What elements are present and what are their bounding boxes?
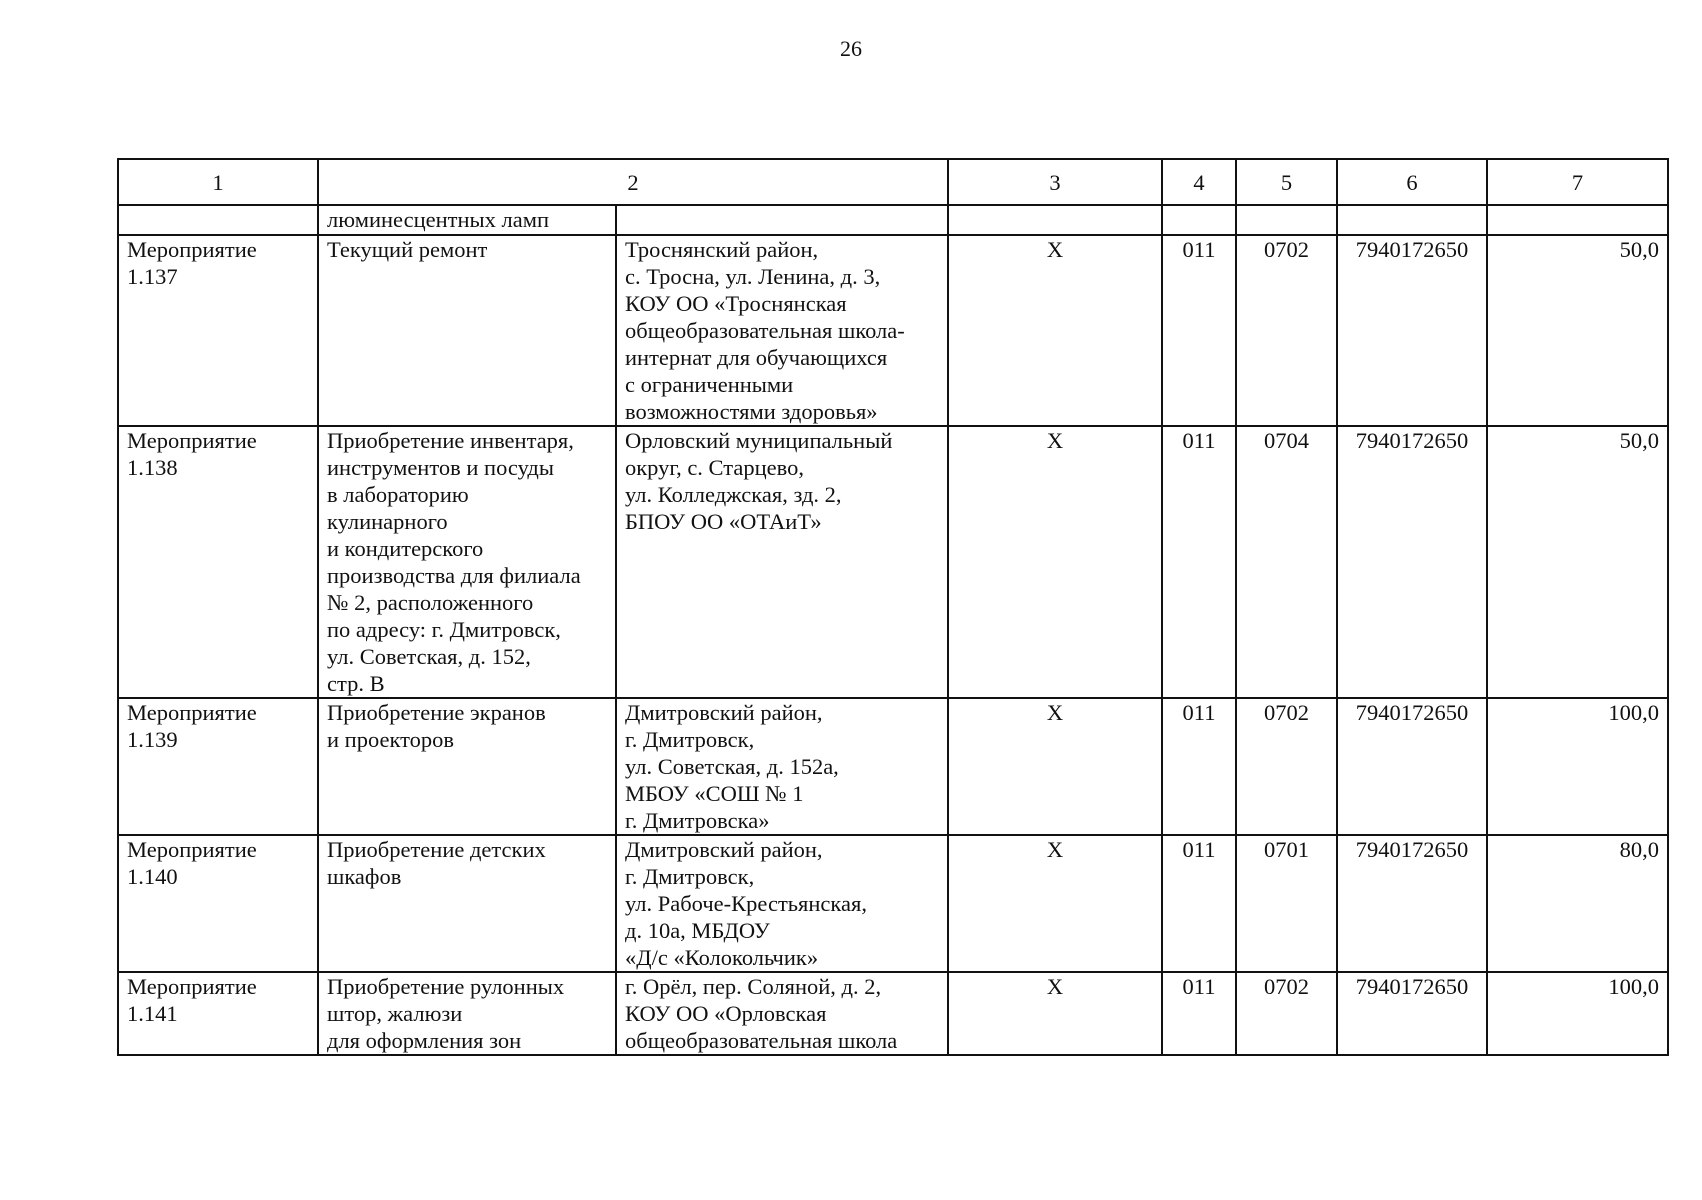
- header-col-3: 3: [948, 159, 1162, 205]
- text-line: общеобразовательная школа: [625, 1028, 898, 1053]
- text-line: г. Дмитровска»: [625, 808, 770, 833]
- table-row: [118, 835, 1668, 972]
- col5-cell: 0701: [1236, 835, 1337, 972]
- col5-cell: 0702: [1236, 235, 1337, 426]
- text-line: ул. Советская, д. 152а,: [625, 754, 839, 779]
- table-row: [118, 698, 1668, 835]
- text-line: по адресу: г. Дмитровск,: [327, 617, 561, 642]
- text-line: Мероприятие: [127, 700, 257, 725]
- id-cell: [118, 426, 318, 698]
- cont-address-cell: [616, 205, 948, 235]
- cont-col7-cell: [1487, 205, 1668, 235]
- text-line: и кондитерского: [327, 536, 484, 561]
- text-line: штор, жалюзи: [327, 1001, 463, 1026]
- text-line: Мероприятие: [127, 974, 257, 999]
- col7-cell: 100,0: [1487, 698, 1668, 835]
- text-line: ул. Колледжская, зд. 2,: [625, 482, 842, 507]
- name-cell: [318, 426, 616, 698]
- text-line: возможностями здоровья»: [625, 399, 878, 424]
- text-line: КОУ ОО «Троснянская: [625, 291, 847, 316]
- name-cell: [318, 235, 616, 426]
- header-col-4: 4: [1162, 159, 1236, 205]
- text-line: 1.138: [127, 455, 178, 480]
- text-line: № 2, расположенного: [327, 590, 534, 615]
- text-line: Троснянский район,: [625, 237, 819, 262]
- table-row: [118, 972, 1668, 1055]
- cont-col3-cell: [948, 205, 1162, 235]
- col5-cell: 0702: [1236, 698, 1337, 835]
- text-line: интернат для обучающихся: [625, 345, 888, 370]
- text-line: для оформления зон: [327, 1028, 522, 1053]
- text-line: БПОУ ОО «ОТАиТ»: [625, 509, 822, 534]
- text-line: Мероприятие: [127, 428, 257, 453]
- col3-cell: Х: [948, 426, 1162, 698]
- text-line: 1.140: [127, 864, 178, 889]
- text-line: 1.139: [127, 727, 178, 752]
- text-line: г. Орёл, пер. Соляной, д. 2,: [625, 974, 882, 999]
- address-cell: [616, 698, 948, 835]
- text-line: Приобретение инвентаря,: [327, 428, 574, 453]
- col7-cell: 80,0: [1487, 835, 1668, 972]
- header-col-7: 7: [1487, 159, 1668, 205]
- text-line: инструментов и посуды: [327, 455, 554, 480]
- text-line: и проекторов: [327, 727, 455, 752]
- cont-id-cell: [118, 205, 318, 235]
- text-line: КОУ ОО «Орловская: [625, 1001, 827, 1026]
- text-line: Мероприятие: [127, 837, 257, 862]
- col6-cell: 7940172650: [1337, 698, 1487, 835]
- address-cell: [616, 235, 948, 426]
- col6-cell: 7940172650: [1337, 972, 1487, 1055]
- text-line: «Д/с «Колокольчик»: [625, 945, 819, 970]
- header-row: [118, 159, 1668, 205]
- name-cell: [318, 698, 616, 835]
- id-cell: [118, 972, 318, 1055]
- col4-cell: 011: [1162, 835, 1236, 972]
- header-col-1: 1: [118, 159, 318, 205]
- text-line: 1.141: [127, 1001, 178, 1026]
- continuation-row: [118, 205, 1668, 235]
- text-line: Приобретение рулонных: [327, 974, 565, 999]
- col5-cell: 0704: [1236, 426, 1337, 698]
- id-cell: [118, 698, 318, 835]
- col7-cell: 50,0: [1487, 235, 1668, 426]
- text-line: Приобретение экранов: [327, 700, 546, 725]
- col4-cell: 011: [1162, 235, 1236, 426]
- name-cell: [318, 835, 616, 972]
- header-col-2: 2: [318, 159, 948, 205]
- text-line: г. Дмитровск,: [625, 864, 755, 889]
- text-line: ул. Советская, д. 152,: [327, 644, 531, 669]
- text-line: общеобразовательная школа-: [625, 318, 905, 343]
- text-line: округ, с. Старцево,: [625, 455, 804, 480]
- col4-cell: 011: [1162, 698, 1236, 835]
- address-cell: [616, 426, 948, 698]
- id-cell: [118, 835, 318, 972]
- text-line: шкафов: [327, 864, 402, 889]
- cont-col6-cell: [1337, 205, 1487, 235]
- page-number: 26: [840, 36, 862, 61]
- text-line: Дмитровский район,: [625, 700, 823, 725]
- text-line: МБОУ «СОШ № 1: [625, 781, 804, 806]
- text-line: г. Дмитровск,: [625, 727, 755, 752]
- table-row: [118, 426, 1668, 698]
- col3-cell: Х: [948, 835, 1162, 972]
- col7-cell: 100,0: [1487, 972, 1668, 1055]
- text-line: с. Тросна, ул. Ленина, д. 3,: [625, 264, 881, 289]
- address-cell: [616, 972, 948, 1055]
- text-line: Приобретение детских: [327, 837, 546, 862]
- col4-cell: 011: [1162, 426, 1236, 698]
- name-cell: [318, 972, 616, 1055]
- text-line: д. 10а, МБДОУ: [625, 918, 770, 943]
- header-col-6: 6: [1337, 159, 1487, 205]
- cont-col5-cell: [1236, 205, 1337, 235]
- col3-cell: Х: [948, 698, 1162, 835]
- text-line: люминесцентных ламп: [327, 207, 550, 232]
- table-row: [118, 235, 1668, 426]
- address-cell: [616, 835, 948, 972]
- col5-cell: 0702: [1236, 972, 1337, 1055]
- text-line: стр. В: [327, 671, 385, 696]
- text-line: ул. Рабоче-Крестьянская,: [625, 891, 867, 916]
- header-col-5: 5: [1236, 159, 1337, 205]
- cont-name-cell: [318, 205, 616, 235]
- col6-cell: 7940172650: [1337, 426, 1487, 698]
- col7-cell: 50,0: [1487, 426, 1668, 698]
- text-line: Орловский муниципальный: [625, 428, 893, 453]
- cont-col4-cell: [1162, 205, 1236, 235]
- text-line: 1.137: [127, 264, 178, 289]
- text-line: Текущий ремонт: [327, 237, 488, 262]
- text-line: Дмитровский район,: [625, 837, 823, 862]
- text-line: производства для филиала: [327, 563, 581, 588]
- measures-table: [117, 158, 1669, 1056]
- text-line: в лабораторию: [327, 482, 469, 507]
- text-line: кулинарного: [327, 509, 448, 534]
- col6-cell: 7940172650: [1337, 835, 1487, 972]
- text-line: Мероприятие: [127, 237, 257, 262]
- col3-cell: Х: [948, 972, 1162, 1055]
- col6-cell: 7940172650: [1337, 235, 1487, 426]
- col4-cell: 011: [1162, 972, 1236, 1055]
- id-cell: [118, 235, 318, 426]
- text-line: с ограниченными: [625, 372, 794, 397]
- col3-cell: Х: [948, 235, 1162, 426]
